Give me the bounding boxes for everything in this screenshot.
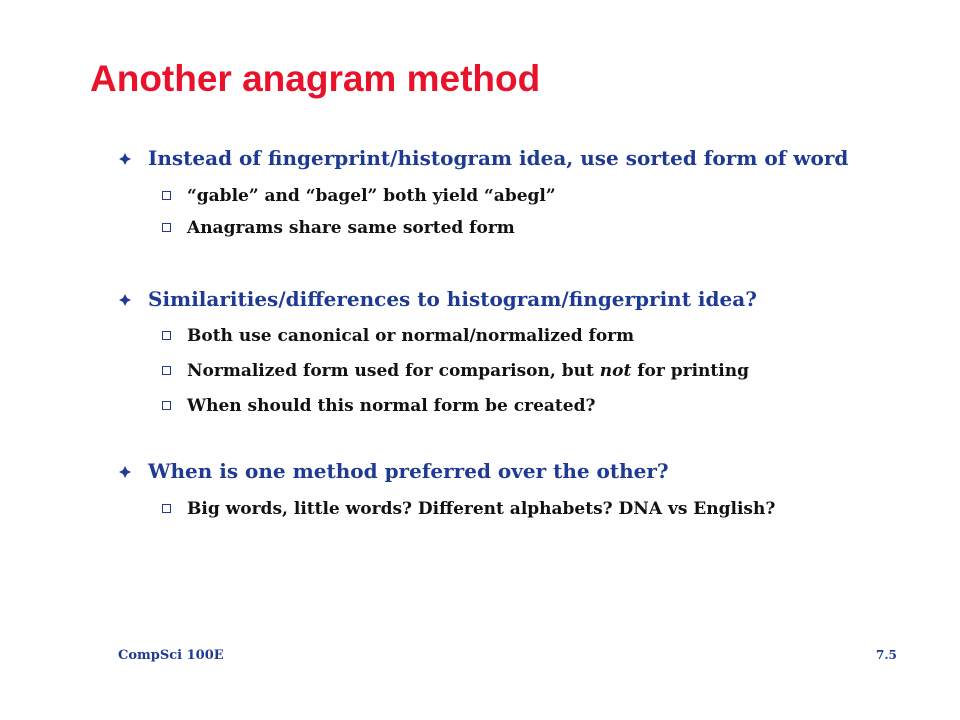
sub-bullet-text: “gable” and “bagel” both yield “abegl” [187,186,556,206]
bullet-item [118,146,848,170]
sub-bullet-text-end: for printing [631,361,749,381]
square-bullet-icon [162,366,171,375]
sub-bullet-text: Both use canonical or normal/normalized form [187,326,635,346]
bullet-text: Instead of fingerprint/histogram idea, use sorted form of word [148,146,849,170]
square-bullet-icon [162,504,171,513]
sub-bullet-text: Big words, little words? Different alphabets? DNA vs English? [187,499,776,519]
square-bullet-icon [162,401,171,410]
slide-title: Another anagram method [90,58,541,99]
sub-bullet-item [162,396,595,416]
diamond-bullet-icon [118,152,132,166]
sub-bullet-item [162,326,634,346]
emphasis-text: not [599,361,632,381]
sub-bullet-text-start: Normalized form used for comparison, but [187,361,600,381]
sub-bullet-text: When should this normal form be created? [187,396,596,416]
bullet-text: When is one method preferred over the other? [148,459,669,483]
sub-bullet-item [162,186,556,206]
sub-bullet-item [162,361,749,381]
bullet-text: Similarities/differences to histogram/fingerprint idea? [148,287,757,311]
sub-bullet-item [162,499,775,519]
diamond-bullet-icon [118,465,132,479]
square-bullet-icon [162,331,171,340]
page-number: 7.5 [876,648,897,662]
sub-bullet-item [162,218,515,238]
footer-course: CompSci 100E [118,648,224,663]
diamond-bullet-icon [118,293,132,307]
square-bullet-icon [162,223,171,232]
sub-bullet-text: Anagrams share same sorted form [187,218,515,238]
bullet-item [118,287,757,311]
square-bullet-icon [162,191,171,200]
bullet-item [118,459,669,483]
